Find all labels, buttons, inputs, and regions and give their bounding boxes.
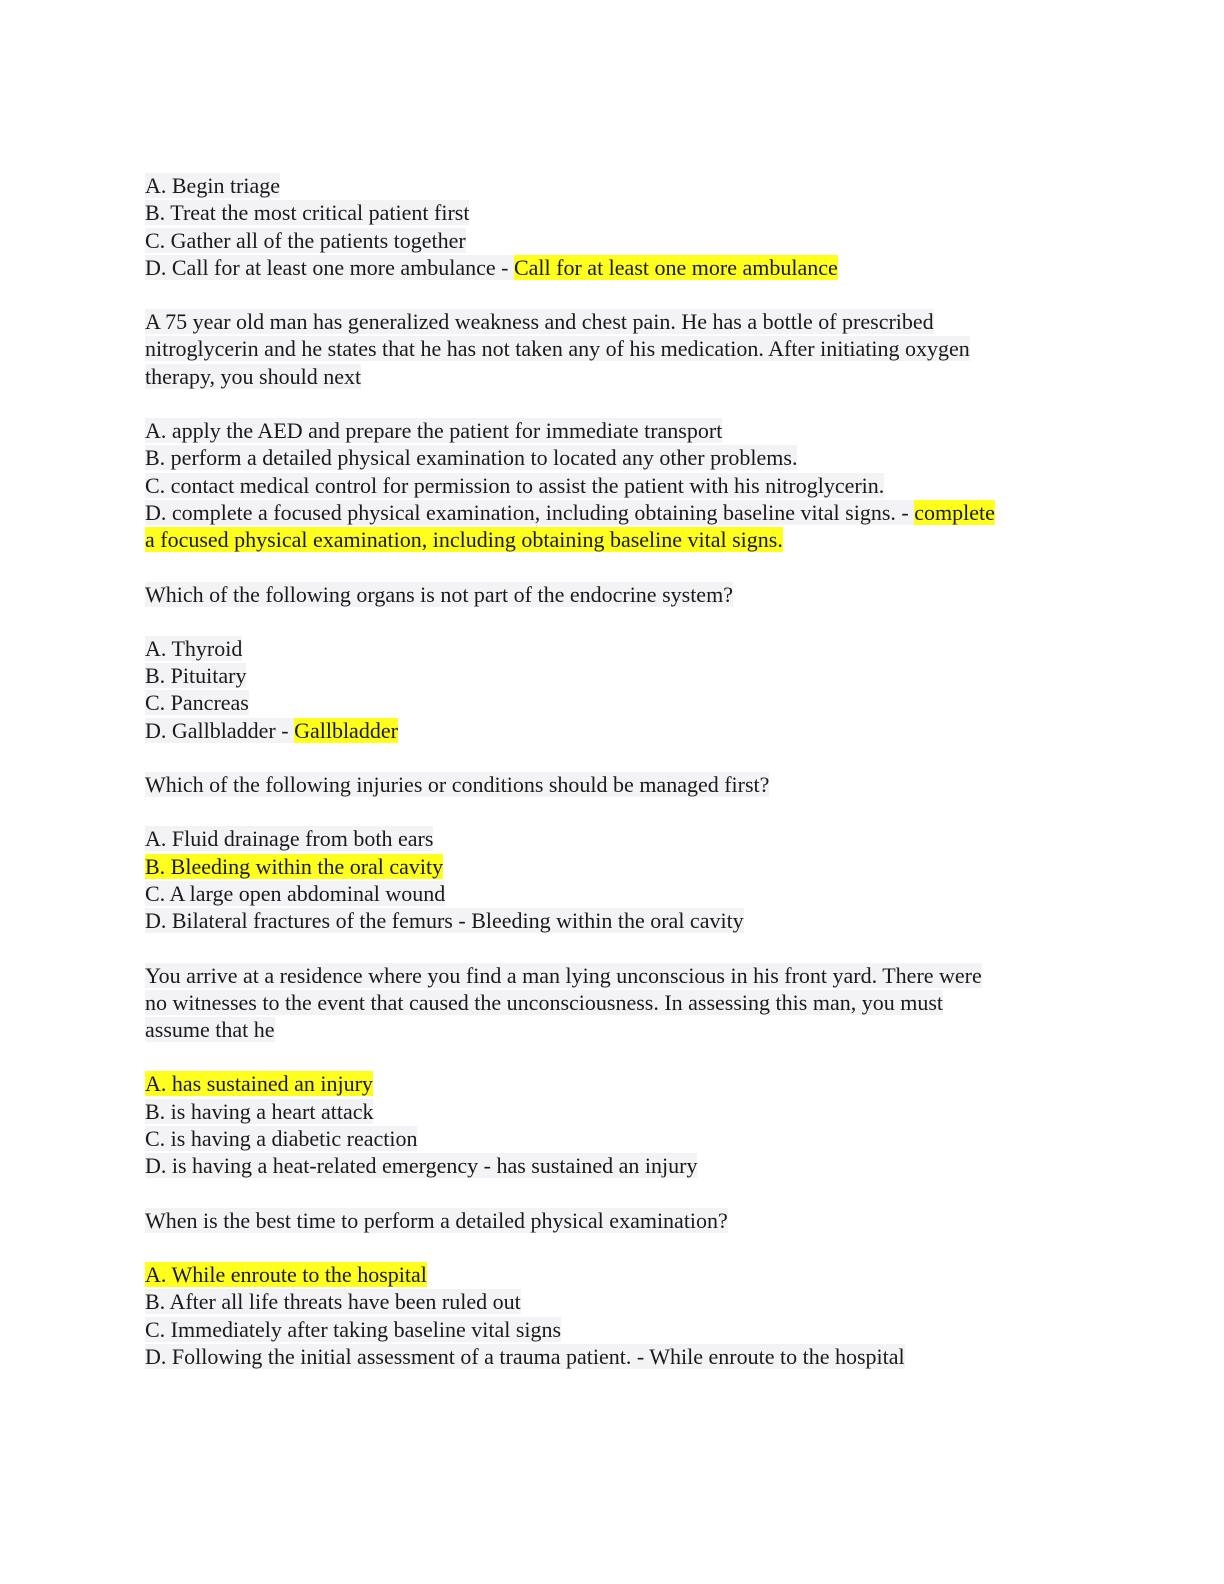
- option-d: D. Gallbladder - Gallbladder: [145, 717, 398, 743]
- option-c: C. Pancreas: [145, 690, 249, 716]
- answer-highlight: A. While enroute to the hospital: [145, 1261, 427, 1287]
- option-d: D. Bilateral fractures of the femurs - Bleeding within the oral cavity: [145, 908, 744, 934]
- question-5-stem: [145, 962, 1075, 1044]
- option-c: C. contact medical control for permission to assist the patient with his nitroglycerin.: [145, 472, 885, 498]
- answer-highlight: Gallbladder: [294, 717, 398, 743]
- option-c: C. Gather all of the patients together: [145, 227, 466, 253]
- option-a: A. Thyroid: [145, 635, 243, 661]
- stem-line: When is the best time to perform a detailed physical examination?: [145, 1207, 728, 1233]
- option-d-continued: [145, 526, 1075, 553]
- stem-line: You arrive at a residence where you find a man lying unconscious in his front yard. There were: [145, 962, 982, 988]
- stem-line: nitroglycerin and he states that he has not taken any of his medication. After initiating oxygen: [145, 336, 970, 362]
- stem-line: Which of the following injuries or conditions should be managed first?: [145, 772, 770, 798]
- question-3-options: [145, 635, 1075, 744]
- option-b: B. is having a heart attack: [145, 1098, 374, 1124]
- question-1: [145, 172, 1075, 281]
- question-5-options: [145, 1070, 1075, 1179]
- option-c: C. Immediately after taking baseline vital signs: [145, 1316, 562, 1342]
- option-b: B. Pituitary: [145, 663, 247, 689]
- answer-highlight: B. Bleeding within the oral cavity: [145, 853, 444, 879]
- option-c: C. is having a diabetic reaction: [145, 1126, 418, 1152]
- answer-highlight: complete: [914, 499, 995, 525]
- option-b: B. Treat the most critical patient first: [145, 200, 470, 226]
- question-6-stem: [145, 1207, 1075, 1234]
- stem-line: A 75 year old man has generalized weakness and chest pain. He has a bottle of prescribed: [145, 309, 934, 335]
- question-6-options: [145, 1261, 1075, 1370]
- option-a: A. apply the AED and prepare the patient for immediate transport: [145, 418, 723, 444]
- question-3-stem: [145, 581, 1075, 608]
- question-2-options: [145, 417, 1075, 553]
- option-d: D. Following the initial assessment of a trauma patient. - While enroute to the hospital: [145, 1343, 905, 1369]
- stem-line: Which of the following organs is not part of the endocrine system?: [145, 581, 733, 607]
- stem-line: no witnesses to the event that caused the unconsciousness. In assessing this man, you must: [145, 989, 943, 1015]
- question-4-options: [145, 825, 1075, 934]
- answer-highlight: A. has sustained an injury: [145, 1071, 373, 1097]
- option-d: D. Call for at least one more ambulance - Call for at least one more ambulance: [145, 254, 838, 280]
- option-a: [145, 1070, 1075, 1097]
- document-page: [145, 172, 1075, 1397]
- option-b: B. After all life threats have been ruled out: [145, 1289, 521, 1315]
- answer-highlight: Call for at least one more ambulance: [513, 254, 838, 280]
- option-d: D. complete a focused physical examination, including obtaining baseline vital signs. - complete: [145, 499, 995, 525]
- question-4-stem: [145, 771, 1075, 798]
- question-2-stem: [145, 308, 1075, 390]
- option-a: A. Fluid drainage from both ears: [145, 826, 434, 852]
- stem-line: assume that he: [145, 1017, 275, 1043]
- option-b: [145, 853, 1075, 880]
- option-b: B. perform a detailed physical examination to located any other problems.: [145, 445, 798, 471]
- option-d: D. is having a heat-related emergency - has sustained an injury: [145, 1153, 698, 1179]
- option-c: C. A large open abdominal wound: [145, 880, 446, 906]
- answer-highlight: a focused physical examination, including obtaining baseline vital signs.: [145, 527, 783, 553]
- option-a: [145, 1261, 1075, 1288]
- stem-line: therapy, you should next: [145, 363, 362, 389]
- option-a: A. Begin triage: [145, 173, 281, 198]
